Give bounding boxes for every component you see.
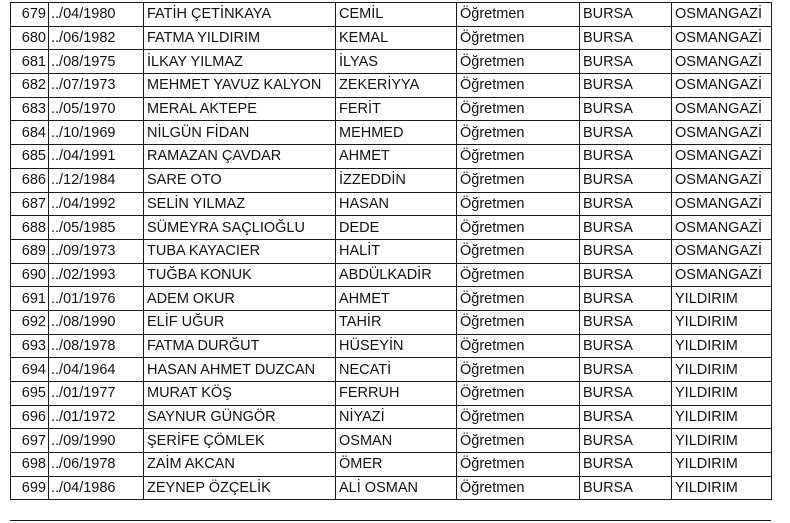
father-name-cell: İZZEDDİN [336, 168, 457, 192]
district-cell: OSMANGAZİ [672, 50, 772, 74]
full-name-cell: SAYNUR GÜNGÖR [144, 405, 336, 429]
birth-date-cell: ../04/1986 [49, 476, 144, 500]
district-cell: YILDIRIM [672, 287, 772, 311]
table-row [11, 334, 772, 358]
table-row [11, 216, 772, 240]
birth-date-cell: ../04/1964 [49, 358, 144, 382]
father-name-cell: HALİT [336, 239, 457, 263]
district-cell: YILDIRIM [672, 429, 772, 453]
table-row [11, 476, 772, 500]
full-name-cell: SARE OTO [144, 168, 336, 192]
table-row [11, 97, 772, 121]
birth-date-cell: ../04/1991 [49, 145, 144, 169]
table-row [11, 26, 772, 50]
row-number-cell: 690 [11, 263, 49, 287]
city-cell: BURSA [580, 358, 672, 382]
full-name-cell: ZAİM AKCAN [144, 453, 336, 477]
occupation-cell: Öğretmen [457, 26, 580, 50]
full-name-cell: MERAL AKTEPE [144, 97, 336, 121]
district-cell: OSMANGAZİ [672, 168, 772, 192]
district-cell: YILDIRIM [672, 405, 772, 429]
district-cell: OSMANGAZİ [672, 121, 772, 145]
district-cell: YILDIRIM [672, 382, 772, 406]
father-name-cell: HÜSEYİN [336, 334, 457, 358]
city-cell: BURSA [580, 453, 672, 477]
district-cell: YILDIRIM [672, 310, 772, 334]
district-cell: OSMANGAZİ [672, 97, 772, 121]
row-number-cell: 686 [11, 168, 49, 192]
row-number-cell: 681 [11, 50, 49, 74]
birth-date-cell: ../12/1984 [49, 168, 144, 192]
occupation-cell: Öğretmen [457, 74, 580, 98]
father-name-cell: HASAN [336, 192, 457, 216]
occupation-cell: Öğretmen [457, 287, 580, 311]
occupation-cell: Öğretmen [457, 310, 580, 334]
row-number-cell: 698 [11, 453, 49, 477]
occupation-cell: Öğretmen [457, 263, 580, 287]
row-number-cell: 689 [11, 239, 49, 263]
city-cell: BURSA [580, 239, 672, 263]
district-cell: OSMANGAZİ [672, 3, 772, 27]
table-row [11, 192, 772, 216]
father-name-cell: TAHİR [336, 310, 457, 334]
occupation-cell: Öğretmen [457, 50, 580, 74]
birth-date-cell: ../08/1978 [49, 334, 144, 358]
birth-date-cell: ../06/1982 [49, 26, 144, 50]
district-cell: YILDIRIM [672, 334, 772, 358]
father-name-cell: OSMAN [336, 429, 457, 453]
table-row [11, 358, 772, 382]
full-name-cell: TUĞBA KONUK [144, 263, 336, 287]
district-cell: YILDIRIM [672, 358, 772, 382]
father-name-cell: MEHMED [336, 121, 457, 145]
city-cell: BURSA [580, 192, 672, 216]
occupation-cell: Öğretmen [457, 476, 580, 500]
table-row [11, 453, 772, 477]
full-name-cell: FATMA DURĞUT [144, 334, 336, 358]
full-name-cell: SELİN YILMAZ [144, 192, 336, 216]
table-row [11, 287, 772, 311]
father-name-cell: İLYAS [336, 50, 457, 74]
city-cell: BURSA [580, 26, 672, 50]
birth-date-cell: ../01/1972 [49, 405, 144, 429]
father-name-cell: ÖMER [336, 453, 457, 477]
city-cell: BURSA [580, 263, 672, 287]
row-number-cell: 688 [11, 216, 49, 240]
city-cell: BURSA [580, 216, 672, 240]
father-name-cell: NİYAZİ [336, 405, 457, 429]
table-body [11, 3, 772, 500]
row-number-cell: 693 [11, 334, 49, 358]
table-row [11, 239, 772, 263]
city-cell: BURSA [580, 382, 672, 406]
birth-date-cell: ../08/1975 [49, 50, 144, 74]
table-row [11, 405, 772, 429]
occupation-cell: Öğretmen [457, 145, 580, 169]
city-cell: BURSA [580, 168, 672, 192]
row-number-cell: 683 [11, 97, 49, 121]
district-cell: OSMANGAZİ [672, 239, 772, 263]
full-name-cell: ELİF UĞUR [144, 310, 336, 334]
city-cell: BURSA [580, 121, 672, 145]
district-cell: OSMANGAZİ [672, 26, 772, 50]
birth-date-cell: ../06/1978 [49, 453, 144, 477]
row-number-cell: 695 [11, 382, 49, 406]
city-cell: BURSA [580, 405, 672, 429]
district-cell: YILDIRIM [672, 476, 772, 500]
occupation-cell: Öğretmen [457, 216, 580, 240]
full-name-cell: İLKAY YILMAZ [144, 50, 336, 74]
occupation-cell: Öğretmen [457, 358, 580, 382]
birth-date-cell: ../05/1970 [49, 97, 144, 121]
full-name-cell: NİLGÜN FİDAN [144, 121, 336, 145]
full-name-cell: ZEYNEP ÖZÇELİK [144, 476, 336, 500]
birth-date-cell: ../04/1980 [49, 3, 144, 27]
row-number-cell: 685 [11, 145, 49, 169]
row-number-cell: 680 [11, 26, 49, 50]
father-name-cell: CEMİL [336, 3, 457, 27]
city-cell: BURSA [580, 476, 672, 500]
table-row [11, 310, 772, 334]
table-row [11, 145, 772, 169]
table-row [11, 168, 772, 192]
birth-date-cell: ../08/1990 [49, 310, 144, 334]
occupation-cell: Öğretmen [457, 192, 580, 216]
father-name-cell: KEMAL [336, 26, 457, 50]
city-cell: BURSA [580, 287, 672, 311]
city-cell: BURSA [580, 50, 672, 74]
row-number-cell: 696 [11, 405, 49, 429]
birth-date-cell: ../01/1976 [49, 287, 144, 311]
father-name-cell: ZEKERİYYA [336, 74, 457, 98]
table-row [11, 382, 772, 406]
father-name-cell: NECATİ [336, 358, 457, 382]
row-number-cell: 694 [11, 358, 49, 382]
table-row [11, 429, 772, 453]
full-name-cell: TUBA KAYACIER [144, 239, 336, 263]
father-name-cell: AHMET [336, 287, 457, 311]
father-name-cell: FERRUH [336, 382, 457, 406]
table-row [11, 121, 772, 145]
occupation-cell: Öğretmen [457, 239, 580, 263]
occupation-cell: Öğretmen [457, 453, 580, 477]
row-number-cell: 692 [11, 310, 49, 334]
occupation-cell: Öğretmen [457, 382, 580, 406]
district-cell: OSMANGAZİ [672, 216, 772, 240]
district-cell: OSMANGAZİ [672, 74, 772, 98]
full-name-cell: RAMAZAN ÇAVDAR [144, 145, 336, 169]
birth-date-cell: ../07/1973 [49, 74, 144, 98]
city-cell: BURSA [580, 3, 672, 27]
full-name-cell: FATMA YILDIRIM [144, 26, 336, 50]
father-name-cell: ALİ OSMAN [336, 476, 457, 500]
row-number-cell: 687 [11, 192, 49, 216]
row-number-cell: 682 [11, 74, 49, 98]
birth-date-cell: ../04/1992 [49, 192, 144, 216]
table-row [11, 263, 772, 287]
birth-date-cell: ../09/1973 [49, 239, 144, 263]
full-name-cell: ŞERİFE ÇÖMLEK [144, 429, 336, 453]
table-row [11, 3, 772, 27]
full-name-cell: MEHMET YAVUZ KALYON [144, 74, 336, 98]
full-name-cell: MURAT KÖŞ [144, 382, 336, 406]
birth-date-cell: ../02/1993 [49, 263, 144, 287]
occupation-cell: Öğretmen [457, 405, 580, 429]
district-cell: YILDIRIM [672, 453, 772, 477]
row-number-cell: 697 [11, 429, 49, 453]
birth-date-cell: ../01/1977 [49, 382, 144, 406]
birth-date-cell: ../10/1969 [49, 121, 144, 145]
full-name-cell: ADEM OKUR [144, 287, 336, 311]
occupation-cell: Öğretmen [457, 168, 580, 192]
occupation-cell: Öğretmen [457, 334, 580, 358]
occupation-cell: Öğretmen [457, 429, 580, 453]
birth-date-cell: ../05/1985 [49, 216, 144, 240]
district-cell: OSMANGAZİ [672, 263, 772, 287]
full-name-cell: HASAN AHMET DUZCAN [144, 358, 336, 382]
city-cell: BURSA [580, 310, 672, 334]
city-cell: BURSA [580, 429, 672, 453]
personnel-table [10, 2, 772, 500]
row-number-cell: 691 [11, 287, 49, 311]
table-row [11, 74, 772, 98]
row-number-cell: 684 [11, 121, 49, 145]
row-number-cell: 699 [11, 476, 49, 500]
district-cell: OSMANGAZİ [672, 192, 772, 216]
row-number-cell: 679 [11, 3, 49, 27]
city-cell: BURSA [580, 74, 672, 98]
city-cell: BURSA [580, 334, 672, 358]
father-name-cell: ABDÜLKADİR [336, 263, 457, 287]
full-name-cell: FATİH ÇETİNKAYA [144, 3, 336, 27]
occupation-cell: Öğretmen [457, 3, 580, 27]
occupation-cell: Öğretmen [457, 121, 580, 145]
full-name-cell: SÜMEYRA SAÇLIOĞLU [144, 216, 336, 240]
father-name-cell: AHMET [336, 145, 457, 169]
birth-date-cell: ../09/1990 [49, 429, 144, 453]
father-name-cell: FERİT [336, 97, 457, 121]
occupation-cell: Öğretmen [457, 97, 580, 121]
table-row [11, 50, 772, 74]
district-cell: OSMANGAZİ [672, 145, 772, 169]
father-name-cell: DEDE [336, 216, 457, 240]
city-cell: BURSA [580, 97, 672, 121]
city-cell: BURSA [580, 145, 672, 169]
